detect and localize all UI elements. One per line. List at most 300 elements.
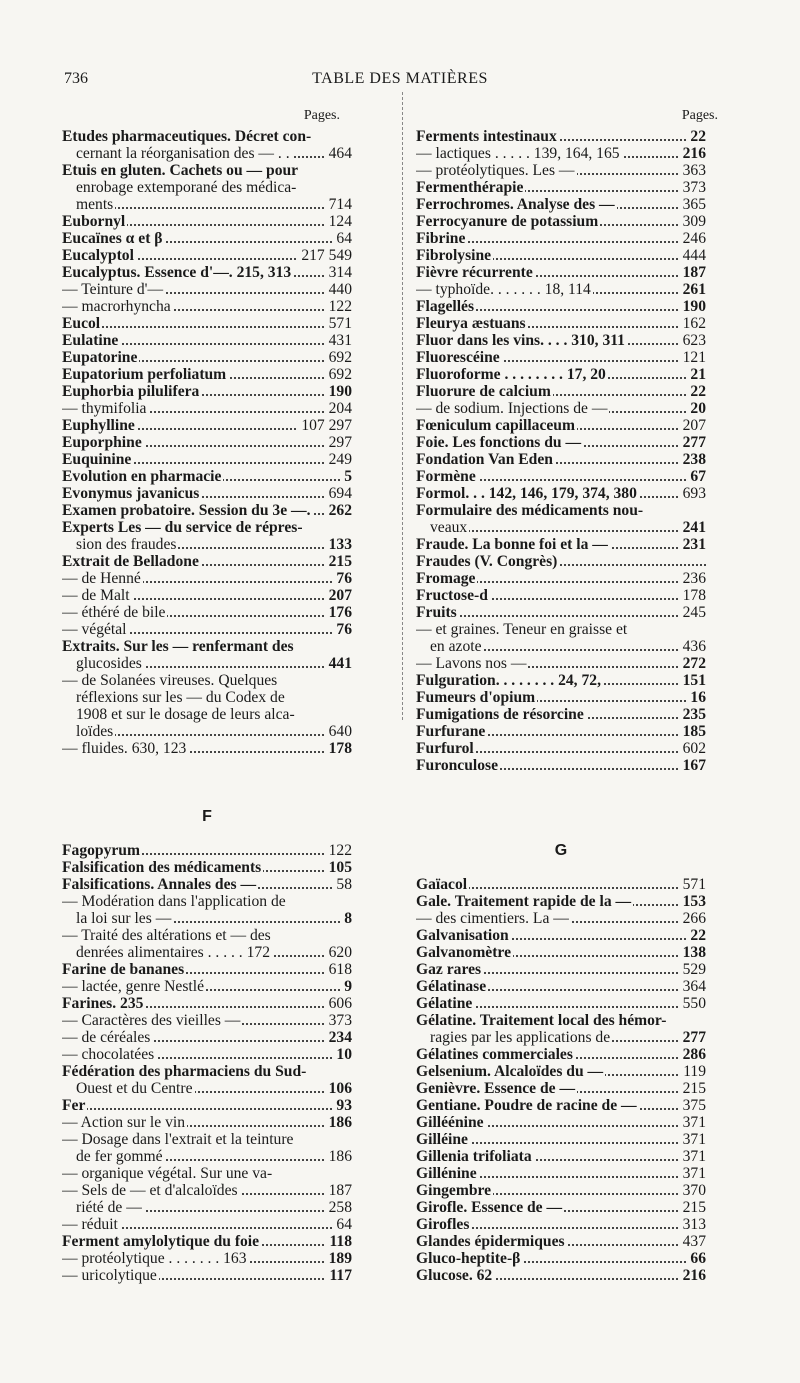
index-entry xyxy=(62,655,352,672)
index-entry xyxy=(62,213,352,230)
entry-page-number: 216 xyxy=(679,145,706,162)
index-entry xyxy=(62,519,352,536)
entry-label: Fumeurs d'opium xyxy=(416,689,536,706)
entry-text xyxy=(416,587,490,604)
entry-text xyxy=(62,893,288,910)
entry-label: — Dosage dans l'extrait et la teinture xyxy=(62,1131,294,1148)
index-entry xyxy=(416,1233,706,1250)
entry-label: Gluco-heptite-β xyxy=(416,1250,521,1267)
index-entry xyxy=(62,383,352,400)
index-entry xyxy=(62,706,352,723)
entry-page-number: 640 xyxy=(325,723,352,740)
entry-page-number: 176 xyxy=(325,604,352,621)
entry-text xyxy=(416,1063,605,1080)
entry-text xyxy=(416,604,459,621)
entry-text xyxy=(416,417,577,434)
entry-label: Fœniculum capillaceum xyxy=(416,417,575,434)
entry-label: Experts Les — du service de répres- xyxy=(62,519,303,536)
entry-text xyxy=(416,689,537,706)
entry-text xyxy=(416,995,474,1012)
index-entry xyxy=(416,1029,706,1046)
entry-text xyxy=(62,876,258,893)
index-entry xyxy=(62,876,352,893)
entry-page-number: 21 xyxy=(686,366,706,383)
entry-label: — lactiques . . . . . 139, 164, 165 xyxy=(416,145,620,162)
entry-page-number: 373 xyxy=(325,1012,352,1029)
entry-text xyxy=(416,1233,567,1250)
entry-page-number: 207 xyxy=(325,587,352,604)
entry-page-number: 602 xyxy=(679,740,706,757)
entry-text xyxy=(62,961,186,978)
left-index-list xyxy=(62,128,352,1284)
index-entry xyxy=(416,1080,706,1097)
entry-text xyxy=(416,1216,471,1233)
entry-page-number: 623 xyxy=(679,332,706,349)
entry-label: — protéolytique . . . . . . . 163 xyxy=(62,1250,247,1267)
index-entry xyxy=(62,502,352,519)
index-entry xyxy=(416,451,706,468)
entry-label: Gillénine xyxy=(416,1165,477,1182)
entry-text xyxy=(62,264,293,281)
entry-text xyxy=(416,706,586,723)
entry-label: Furfurane xyxy=(416,723,486,740)
entry-text xyxy=(62,1182,240,1199)
index-entry xyxy=(416,196,706,213)
entry-text xyxy=(416,1131,470,1148)
entry-text xyxy=(416,1267,494,1284)
entry-page-number: 261 xyxy=(679,281,706,298)
entry-page-number: 187 xyxy=(325,1182,352,1199)
entry-label: Gilléénine xyxy=(416,1114,484,1131)
entry-label: Gaïacol xyxy=(416,876,468,893)
index-entry xyxy=(62,1233,352,1250)
entry-label: Falsifications. Annales des — xyxy=(62,876,257,893)
index-entry xyxy=(416,1097,706,1114)
entry-label: Formulaire des médicaments nou- xyxy=(416,502,644,519)
dot-leader xyxy=(62,326,352,328)
entry-label: Fibrolysine xyxy=(416,247,492,264)
index-entry xyxy=(62,740,352,757)
entry-label: Ferments intestinaux xyxy=(416,128,557,145)
spacer xyxy=(416,774,706,825)
index-entry xyxy=(416,1165,706,1182)
entry-label: Gale. Traitement rapide de la — xyxy=(416,893,632,910)
entry-page-number: 297 xyxy=(325,434,352,451)
entry-page-number: 236 xyxy=(679,570,706,587)
entry-text xyxy=(416,570,477,587)
index-entry xyxy=(416,1182,706,1199)
entry-page-number: 22 xyxy=(686,383,706,400)
entry-label: Foie. Les fonctions du — xyxy=(416,434,582,451)
index-entry xyxy=(62,995,352,1012)
entry-label: Euphorbia pilulifera xyxy=(62,383,200,400)
entry-page-number: 364 xyxy=(679,978,706,995)
index-entry xyxy=(416,485,706,502)
entry-page-number: 314 xyxy=(325,264,352,281)
index-entry xyxy=(62,1029,352,1046)
index-entry xyxy=(416,978,706,995)
entry-text xyxy=(416,247,493,264)
entry-page-number: 8 xyxy=(340,910,352,927)
index-entry xyxy=(62,128,352,145)
entry-text xyxy=(62,366,228,383)
entry-text xyxy=(416,145,622,162)
entry-page-number: 693 xyxy=(679,485,706,502)
index-entry xyxy=(62,1080,352,1097)
entry-label: Euquinine xyxy=(62,451,132,468)
entry-label: Ferrocyanure de potassium xyxy=(416,213,599,230)
entry-label: Fièvre récurrente xyxy=(416,264,533,281)
index-entry xyxy=(416,247,706,264)
spacer xyxy=(416,825,706,842)
entry-label: Fluor dans les vins. . . . 310, 311 xyxy=(416,332,625,349)
entry-text xyxy=(62,1063,308,1080)
entry-page-number: 464 xyxy=(325,145,352,162)
entry-label: — Teinture d'— xyxy=(62,281,164,298)
entry-page-number: 431 xyxy=(325,332,352,349)
entry-page-number: 186 xyxy=(325,1114,352,1131)
index-entry xyxy=(416,604,706,621)
index-entry xyxy=(416,1250,706,1267)
index-entry xyxy=(416,519,706,536)
entry-text xyxy=(62,1097,87,1114)
entry-label: Fermenthérapie xyxy=(416,179,524,196)
entry-text xyxy=(62,1114,187,1131)
entry-text xyxy=(416,1199,564,1216)
entry-page-number: 178 xyxy=(679,587,706,604)
entry-page-number: 437 xyxy=(679,1233,706,1250)
entry-label: Furfurol xyxy=(416,740,474,757)
index-entry xyxy=(416,1012,706,1029)
entry-page-number: 618 xyxy=(325,961,352,978)
entry-page-number: 370 xyxy=(679,1182,706,1199)
index-entry xyxy=(62,961,352,978)
index-entry xyxy=(62,485,352,502)
entry-page-number: 124 xyxy=(325,213,352,230)
entry-label: réflexions sur les — du Codex de xyxy=(76,689,285,706)
index-entry xyxy=(416,740,706,757)
entry-label: Fondation Van Eden xyxy=(416,451,553,468)
entry-text xyxy=(62,689,287,706)
index-entry xyxy=(62,162,352,179)
index-entry xyxy=(62,604,352,621)
entry-text xyxy=(62,468,223,485)
index-entry xyxy=(62,621,352,638)
entry-text xyxy=(62,196,115,213)
entry-page-number: 692 xyxy=(325,349,352,366)
entry-text xyxy=(62,1267,159,1284)
entry-text xyxy=(62,536,178,553)
index-entry xyxy=(62,434,352,451)
entry-label: — Modération dans l'application de xyxy=(62,893,286,910)
entry-page-number: 187 xyxy=(679,264,706,281)
entry-text xyxy=(62,1216,120,1233)
entry-text xyxy=(416,672,603,689)
entry-text xyxy=(416,1046,575,1063)
entry-page-number: 277 xyxy=(679,434,706,451)
entry-label: Formène xyxy=(416,468,476,485)
index-entry xyxy=(416,1063,706,1080)
left-column xyxy=(62,108,352,1284)
entry-text xyxy=(416,519,469,536)
index-entry xyxy=(416,910,706,927)
entry-label: 1908 et sur le dosage de leurs alca- xyxy=(76,706,295,723)
entry-text xyxy=(416,485,639,502)
entry-label: Gélatine. Traitement local des hémor- xyxy=(416,1012,667,1029)
entry-text xyxy=(62,145,292,162)
entry-label: — éthéré de bile xyxy=(62,604,166,621)
index-entry xyxy=(416,689,706,706)
index-entry xyxy=(62,417,352,434)
entry-label: Gentiane. Poudre de racine de — xyxy=(416,1097,637,1114)
entry-text xyxy=(62,417,137,434)
entry-text xyxy=(62,315,102,332)
entry-label: Girofle. Essence de — xyxy=(416,1199,563,1216)
entry-label: Genièvre. Essence de — xyxy=(416,1080,576,1097)
entry-page-number: 122 xyxy=(325,842,352,859)
index-entry xyxy=(416,468,706,485)
entry-label: — de céréales xyxy=(62,1029,151,1046)
index-entry xyxy=(416,434,706,451)
entry-label: Fulguration. . . . . . . . 24, 72, xyxy=(416,672,601,689)
entry-text xyxy=(62,638,296,655)
entry-label: loïdes xyxy=(76,723,114,740)
entry-page-number: 371 xyxy=(679,1165,706,1182)
index-entry xyxy=(62,1216,352,1233)
entry-text xyxy=(62,1165,274,1182)
index-entry xyxy=(62,468,352,485)
entry-label: Farine de bananes xyxy=(62,961,185,978)
running-title: TABLE DES MATIÈRES xyxy=(312,70,488,87)
index-entry xyxy=(62,1114,352,1131)
index-entry xyxy=(416,332,706,349)
index-entry xyxy=(62,1131,352,1148)
entry-label: Fluorure de calcium xyxy=(416,383,551,400)
entry-label: — thymifolia xyxy=(62,400,147,417)
entry-text xyxy=(416,349,502,366)
index-entry xyxy=(62,1250,352,1267)
index-entry xyxy=(62,1182,352,1199)
entry-page-number: 64 xyxy=(332,1216,352,1233)
entry-label: Flagellés xyxy=(416,298,475,315)
index-entry xyxy=(62,638,352,655)
entry-text xyxy=(416,638,484,655)
entry-label: Eucalyptol xyxy=(62,247,134,264)
entry-text xyxy=(416,1012,668,1029)
entry-page-number: 107 297 xyxy=(297,417,352,434)
entry-text xyxy=(416,876,469,893)
entry-page-number: 441 xyxy=(325,655,352,672)
entry-page-number: 122 xyxy=(325,298,352,315)
entry-text xyxy=(416,1250,522,1267)
entry-label: Fromage xyxy=(416,570,476,587)
entry-label: Eupatorium perfoliatum xyxy=(62,366,227,383)
entry-page-number: 10 xyxy=(332,1046,352,1063)
entry-label: Eubornyl xyxy=(62,213,126,230)
entry-label: Extrait de Belladone xyxy=(62,553,199,570)
entry-label: Etudes pharmaceutiques. Décret con- xyxy=(62,128,312,145)
entry-label: ments xyxy=(76,196,114,213)
entry-label: Ferrochromes. Analyse des — xyxy=(416,196,615,213)
entry-label: Galvanisation xyxy=(416,927,509,944)
entry-label: Examen probatoire. Session du 3e —. xyxy=(62,502,311,519)
entry-label: — uricolytique xyxy=(62,1267,157,1284)
entry-text xyxy=(416,179,525,196)
entry-page-number: 258 xyxy=(325,1199,352,1216)
index-entry xyxy=(416,1267,706,1284)
entry-text xyxy=(416,740,476,757)
spacer xyxy=(416,859,706,876)
entry-page-number: 22 xyxy=(686,128,706,145)
index-entry xyxy=(416,536,706,553)
index-entry xyxy=(416,757,706,774)
entry-text xyxy=(62,230,165,247)
entry-page-number: 444 xyxy=(679,247,706,264)
index-entry xyxy=(62,927,352,944)
index-entry xyxy=(416,264,706,281)
index-entry xyxy=(62,944,352,961)
entry-label: — de Malt xyxy=(62,587,130,604)
entry-text xyxy=(62,859,263,876)
entry-label: Eucaïnes α et β xyxy=(62,230,163,247)
entry-label: enrobage extemporané des médica- xyxy=(76,179,297,196)
index-entry xyxy=(62,1148,352,1165)
index-entry xyxy=(416,349,706,366)
entry-text xyxy=(62,162,300,179)
entry-label: — Sels de — et d'alcaloïdes xyxy=(62,1182,238,1199)
entry-page-number: 238 xyxy=(679,451,706,468)
entry-page-number: 550 xyxy=(679,995,706,1012)
entry-label: — Traité des altérations et — des xyxy=(62,927,271,944)
entry-label: Fluorescéine xyxy=(416,349,500,366)
entry-label: ragies par les applications de xyxy=(430,1029,611,1046)
entry-page-number: 286 xyxy=(679,1046,706,1063)
entry-page-number: 371 xyxy=(679,1114,706,1131)
entry-label: riété de — xyxy=(76,1199,142,1216)
entry-text xyxy=(62,621,129,638)
entry-text xyxy=(416,893,633,910)
entry-text xyxy=(416,621,629,638)
entry-label: Eupatorine xyxy=(62,349,138,366)
entry-label: veaux xyxy=(430,519,468,536)
entry-label: Fédération des pharmaciens du Sud- xyxy=(62,1063,307,1080)
dot-leader xyxy=(62,1108,352,1110)
index-entry xyxy=(416,502,706,519)
entry-text xyxy=(416,927,511,944)
entry-label: — de Solanées vireuses. Quelques xyxy=(62,672,278,689)
entry-page-number: 105 xyxy=(325,859,352,876)
entry-page-number: 190 xyxy=(679,298,706,315)
entry-label: Fructose-d xyxy=(416,587,488,604)
entry-label: — macrorhyncha xyxy=(62,298,171,315)
entry-text xyxy=(62,179,298,196)
entry-text xyxy=(62,451,133,468)
entry-page-number: 58 xyxy=(332,876,352,893)
entry-page-number: 234 xyxy=(325,1029,352,1046)
entry-label: Galvanomètre xyxy=(416,944,511,961)
entry-page-number: 64 xyxy=(332,230,352,247)
index-entry xyxy=(62,672,352,689)
index-entry xyxy=(416,162,706,179)
entry-label: en azote xyxy=(430,638,482,655)
entry-text xyxy=(416,230,467,247)
index-entry xyxy=(62,1012,352,1029)
entry-text xyxy=(62,128,313,145)
index-entry xyxy=(416,672,706,689)
entry-text xyxy=(416,757,500,774)
entry-page-number: 309 xyxy=(679,213,706,230)
index-entry xyxy=(62,230,352,247)
page-header xyxy=(0,70,800,94)
entry-label: Girofles xyxy=(416,1216,470,1233)
index-entry xyxy=(416,587,706,604)
entry-label: cernant la réorganisation des — . . xyxy=(76,145,290,162)
entry-text xyxy=(62,553,201,570)
entry-page-number: 620 xyxy=(325,944,352,961)
entry-page-number: 235 xyxy=(679,706,706,723)
index-entry xyxy=(62,570,352,587)
entry-page-number: 138 xyxy=(679,944,706,961)
entry-label: Fer xyxy=(62,1097,86,1114)
entry-page-number: 571 xyxy=(679,876,706,893)
entry-page-number: 231 xyxy=(679,536,706,553)
entry-page-number: 249 xyxy=(325,451,352,468)
entry-page-number: 204 xyxy=(325,400,352,417)
index-entry xyxy=(62,264,352,281)
entry-text xyxy=(416,961,483,978)
entry-text xyxy=(62,1199,144,1216)
entry-text xyxy=(62,1131,295,1148)
entry-label: Fumigations de résorcine xyxy=(416,706,584,723)
entry-page-number: 67 xyxy=(686,468,706,485)
entry-page-number: 118 xyxy=(325,1233,352,1250)
entry-page-number: 121 xyxy=(679,349,706,366)
entry-page-number: 189 xyxy=(325,1250,352,1267)
entry-text xyxy=(62,213,127,230)
entry-label: — Lavons nos — xyxy=(416,655,527,672)
entry-label: Gélatine xyxy=(416,995,473,1012)
entry-text xyxy=(416,315,528,332)
entry-page-number: 215 xyxy=(325,553,352,570)
index-entry xyxy=(62,179,352,196)
entry-page-number: 76 xyxy=(332,621,352,638)
entry-page-number: 694 xyxy=(325,485,352,502)
index-entry xyxy=(62,366,352,383)
entry-label: Evolution en pharmacie xyxy=(62,468,222,485)
index-entry xyxy=(62,893,352,910)
index-entry xyxy=(62,298,352,315)
entry-label: — chocolatées xyxy=(62,1046,155,1063)
entry-page-number: 371 xyxy=(679,1148,706,1165)
index-entry xyxy=(416,1199,706,1216)
entry-text xyxy=(416,723,487,740)
entry-page-number: 186 xyxy=(325,1148,352,1165)
index-entry xyxy=(62,196,352,213)
entry-page-number: 245 xyxy=(679,604,706,621)
entry-label: Fibrine xyxy=(416,230,466,247)
entry-page-number: 246 xyxy=(679,230,706,247)
entry-label: Etuis en gluten. Cachets ou — pour xyxy=(62,162,299,179)
entry-label: — et graines. Teneur en graisse et xyxy=(416,621,628,638)
index-entry xyxy=(62,1097,352,1114)
entry-text xyxy=(416,400,609,417)
entry-label: Fluoroforme . . . . . . . . 17, 20 xyxy=(416,366,606,383)
entry-page-number: 133 xyxy=(325,536,352,553)
index-entry xyxy=(416,638,706,655)
index-entry xyxy=(62,723,352,740)
entry-label: glucosides xyxy=(76,655,142,672)
entry-text xyxy=(62,655,144,672)
